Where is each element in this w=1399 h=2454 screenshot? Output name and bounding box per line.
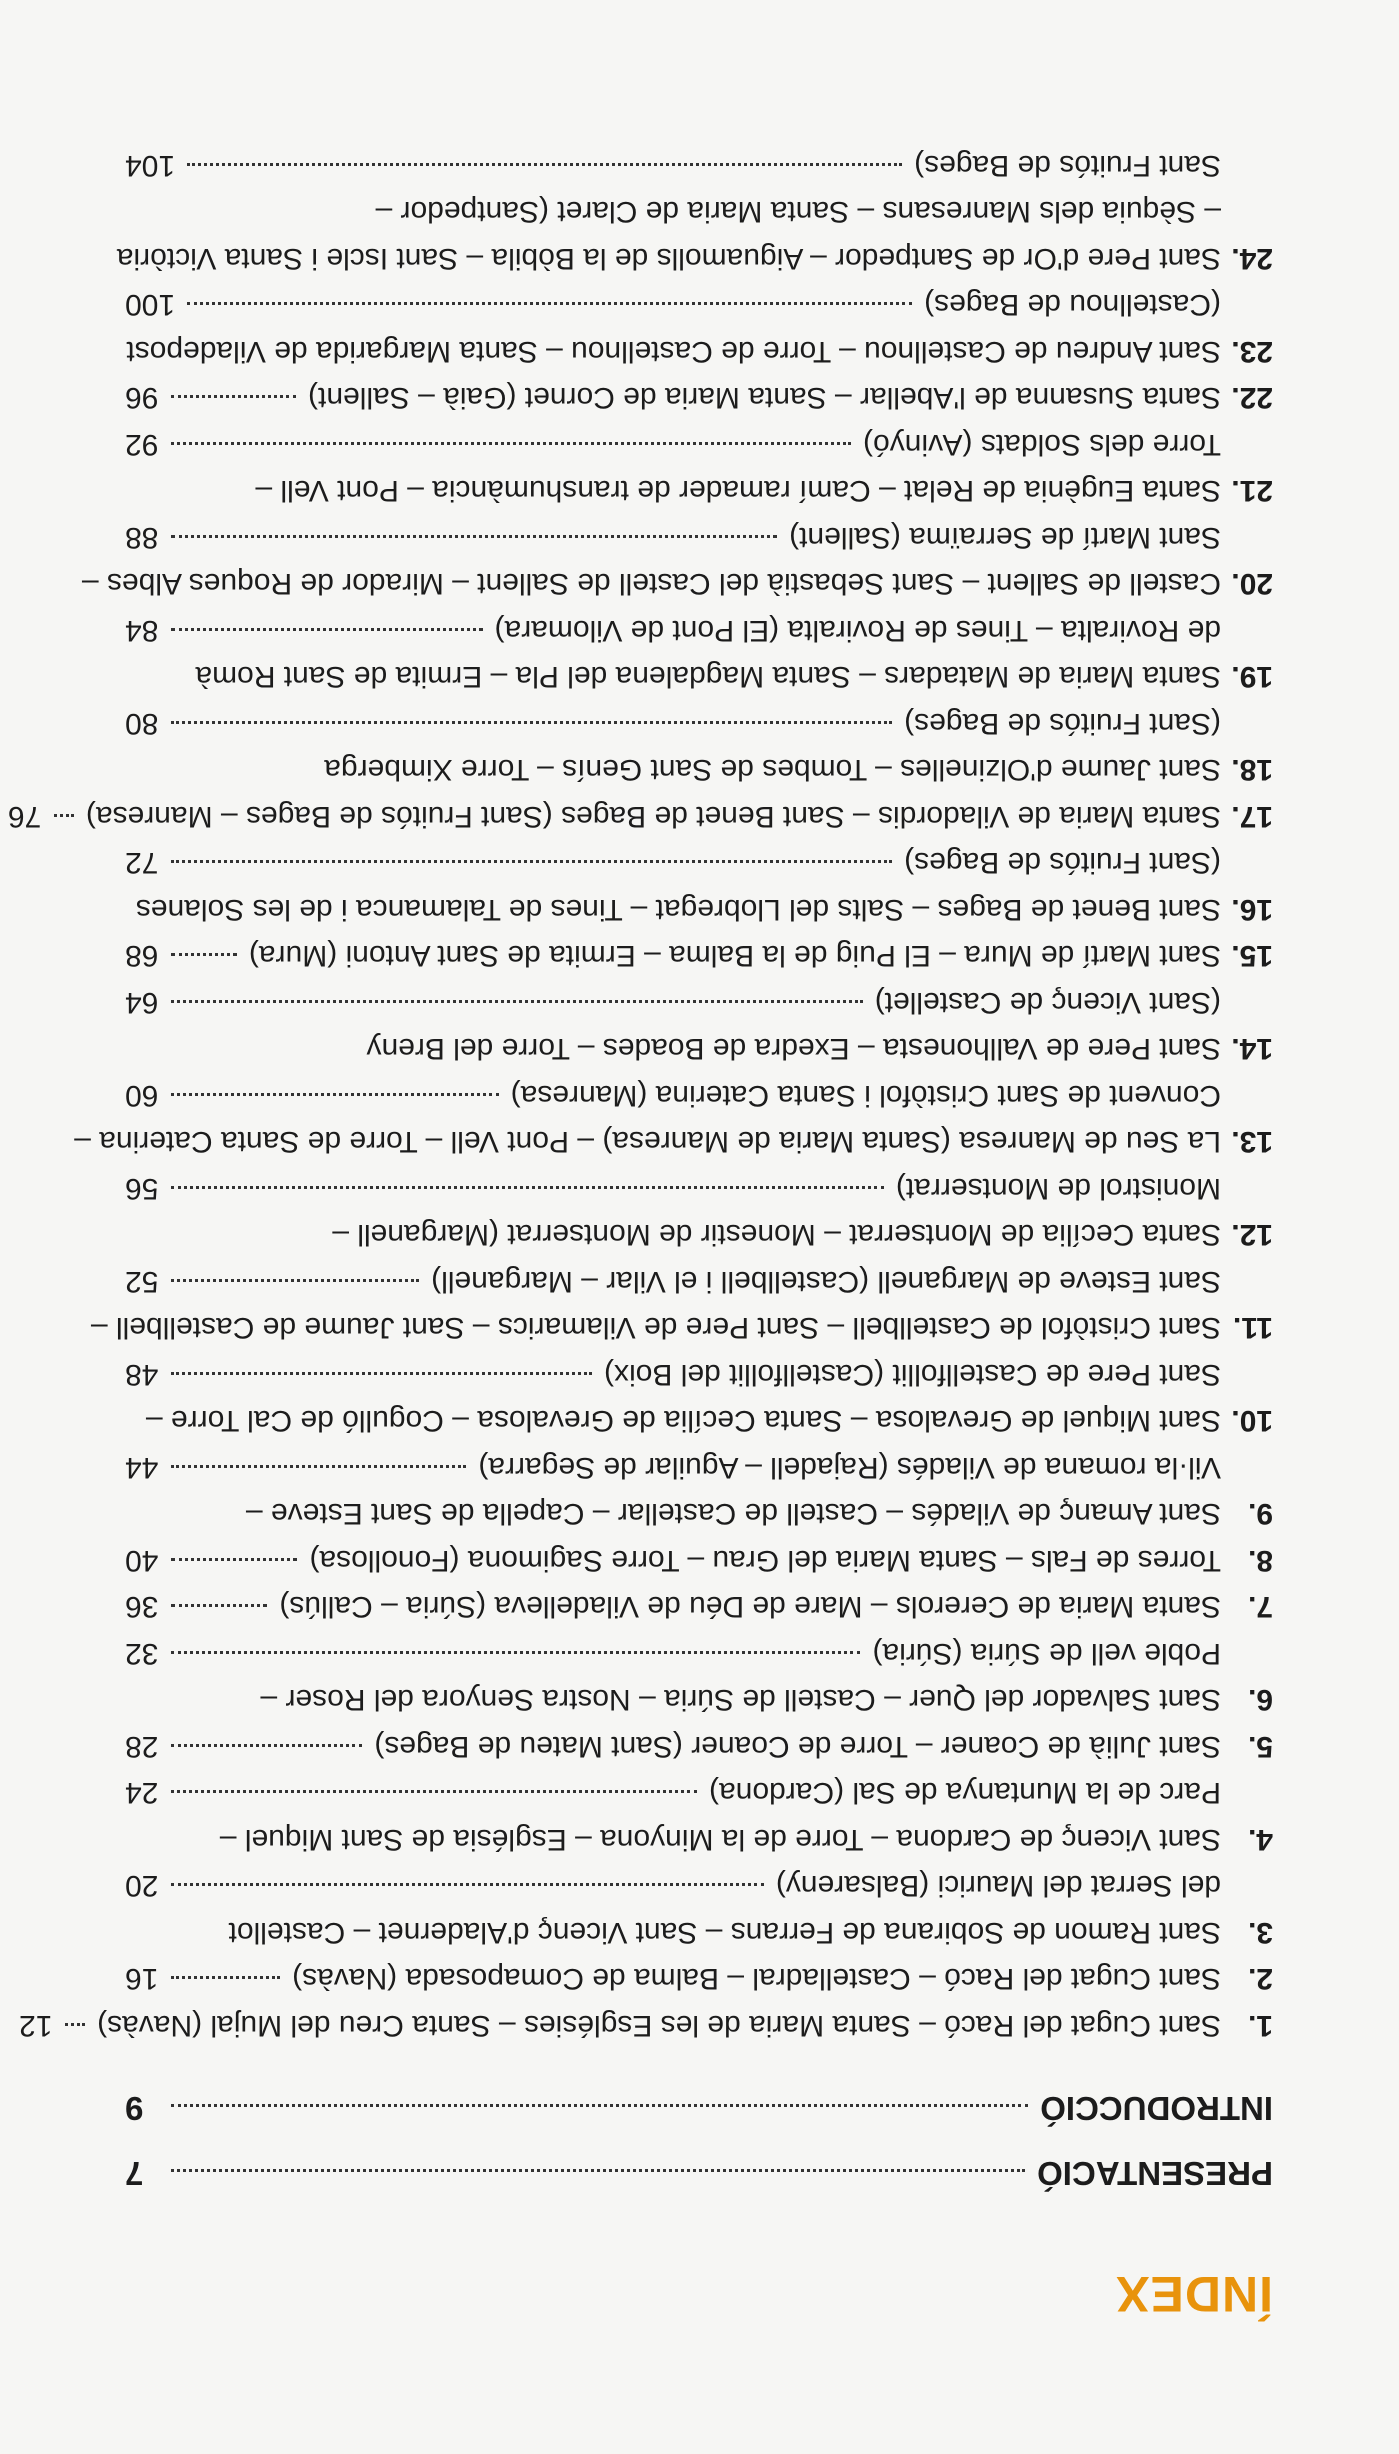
- page-number: 80: [125, 707, 159, 740]
- entry-number: 9.: [1247, 1497, 1273, 1531]
- dot-leader: [171, 2104, 1028, 2107]
- entry-number: 23.: [1231, 335, 1273, 368]
- dot-leader: [187, 163, 902, 166]
- dot-leader: [65, 2023, 85, 2026]
- entry-line: [125, 886, 1221, 933]
- entry-line: [125, 281, 1221, 328]
- toc-entry[interactable]: [116, 142, 1273, 282]
- toc-entry[interactable]: [125, 421, 1273, 514]
- toc-entry[interactable]: [125, 1723, 1273, 1770]
- entry-text: Sant Martí de Serraïma (Sallent): [789, 521, 1221, 554]
- entry-number: 24.: [1231, 242, 1273, 275]
- entry-body: [125, 1955, 1221, 2002]
- route-list: [7, 142, 1273, 2049]
- entry-number: 7.: [1247, 1590, 1273, 1624]
- dot-leader: [171, 442, 851, 445]
- page-number: 72: [125, 846, 159, 880]
- entry-body: [125, 1630, 1221, 1723]
- page-number: 16: [125, 1962, 159, 1996]
- entry-line: [125, 1955, 1221, 2002]
- entry-line: [125, 1397, 1221, 1444]
- entry-text: Sant Salvador del Quer – Castell de Súria – Nostra Senyora del Roser –: [260, 1683, 1221, 1717]
- entry-text: Sant Amanç de Viladés – Castell de Castellar – Capella de Sant Esteve –: [245, 1497, 1221, 1531]
- dot-leader: [171, 535, 777, 538]
- toc-entry[interactable]: [125, 932, 1273, 979]
- toc-entry[interactable]: [125, 1165, 1273, 1258]
- entry-text: (Sant Fruitós de Bages): [904, 707, 1221, 740]
- entry-line: [125, 746, 1221, 793]
- page-number: 76: [7, 800, 42, 833]
- entry-number: 8.: [1247, 1544, 1273, 1577]
- entry-text: Poble vell de Súria (Súria): [872, 1637, 1221, 1670]
- entry-text: Sant Jaume d'Olzinelles – Tombes de Sant Genís – Torre Ximberga: [324, 753, 1221, 787]
- toc-entry[interactable]: [90, 1258, 1273, 1351]
- entry-text: (Sant Vicenç de Castellet): [874, 986, 1221, 1019]
- page-number: 32: [125, 1637, 159, 1670]
- toc-entry[interactable]: [125, 1351, 1273, 1444]
- table-of-contents: [7, 142, 1273, 2322]
- dot-leader: [171, 861, 892, 864]
- dot-leader: [171, 1977, 280, 1980]
- page-number: 104: [125, 149, 176, 182]
- entry-line: [125, 514, 1221, 561]
- entry-text: Santa Eugènia de Relat – Camí ramader de transhumància – Pont Vell –: [255, 474, 1221, 508]
- toc-entry[interactable]: [19, 2002, 1273, 2049]
- entry-text: Sant Julià de Coaner – Torre de Coaner (Sant Mateu de Bages): [374, 1730, 1221, 1763]
- toc-entry[interactable]: [125, 1862, 1273, 1955]
- entry-text: Sant Fruitós de Bages): [914, 149, 1221, 182]
- entry-number: 14.: [1231, 1032, 1273, 1066]
- entry-number: 10.: [1231, 1404, 1273, 1438]
- page-number: 84: [125, 614, 159, 647]
- entry-text: Santa Cecília de Montserrat – Monestir de Montserrat (Marganell –: [332, 1218, 1221, 1252]
- entry-line: [125, 1258, 1221, 1305]
- entry-number: 11.: [1232, 1311, 1273, 1345]
- entry-text: Sant Cristòfol de Castellbell – Sant Pere de Vilamarics – Sant Jaume de Castellbell –: [90, 1311, 1221, 1345]
- dot-leader: [171, 954, 237, 957]
- entry-line: [125, 142, 1221, 189]
- dot-leader: [171, 1186, 884, 1189]
- entry-number: 17.: [1231, 800, 1273, 833]
- entry-number: 2.: [1247, 1962, 1273, 1996]
- entry-text: (Sant Fruitós de Bages): [904, 846, 1221, 880]
- entry-body: [125, 839, 1221, 932]
- entry-line: [125, 1211, 1221, 1258]
- entry-text: Convent de Sant Cristòfol i Santa Caterina (Manresa): [510, 1079, 1221, 1112]
- toc-entry[interactable]: [125, 374, 1273, 421]
- dot-leader: [171, 396, 296, 399]
- dot-leader: [171, 1884, 764, 1887]
- page-number: 44: [125, 1451, 159, 1484]
- entry-number: 4.: [1247, 1823, 1273, 1856]
- toc-entry[interactable]: [125, 1583, 1273, 1630]
- entry-text: (Castellnou de Bages): [924, 288, 1221, 322]
- entry-text: Sant Pere de Castellfollit (Castellfollit del Boix): [604, 1358, 1221, 1391]
- dot-leader: [171, 1605, 267, 1608]
- page-number: 12: [19, 2009, 53, 2042]
- entry-text: Sant Cugat del Racó – Santa Maria de les Esglésies – Santa Creu del Mujal (Navàs): [97, 2009, 1221, 2042]
- entry-number: 5.: [1247, 1730, 1273, 1763]
- dot-leader: [171, 1093, 499, 1096]
- entry-body: [125, 979, 1221, 1072]
- entry-body: [125, 1583, 1221, 1630]
- entry-line: [90, 1304, 1221, 1351]
- page-number: 68: [125, 939, 159, 973]
- dot-leader: [187, 303, 912, 306]
- entry-line: [125, 188, 1221, 235]
- entry-number: 19.: [1231, 660, 1273, 694]
- entry-body: [125, 374, 1221, 421]
- entry-line: [125, 1490, 1221, 1537]
- toc-entry[interactable]: [125, 281, 1273, 374]
- entry-line: [116, 235, 1221, 282]
- entry-body: [125, 1769, 1221, 1862]
- entry-number: 1.: [1247, 2009, 1273, 2042]
- toc-entry[interactable]: [7, 793, 1273, 840]
- dot-leader: [171, 1000, 863, 1003]
- entry-text: La Seu de Manresa (Santa Maria de Manresa) – Pont Vell – Torre de Santa Caterina –: [74, 1125, 1221, 1159]
- entry-body: [125, 281, 1221, 374]
- section-list: [125, 2084, 1273, 2197]
- entry-body: [74, 1072, 1221, 1165]
- entry-line: [125, 1351, 1221, 1398]
- toc-entry[interactable]: [125, 839, 1273, 932]
- entry-line: [125, 839, 1221, 886]
- entry-line: [125, 607, 1221, 654]
- entry-text: Sant Cugat del Racó – Castelladral – Balma de Comaposada (Navàs): [292, 1962, 1221, 1996]
- entry-line: [125, 1816, 1221, 1863]
- dot-leader: [171, 1651, 860, 1654]
- toc-entry[interactable]: [74, 1072, 1273, 1165]
- dot-leader: [171, 1372, 592, 1375]
- entry-line: [125, 1537, 1221, 1584]
- dot-leader: [171, 1465, 466, 1468]
- toc-entry[interactable]: [125, 1444, 1273, 1537]
- entry-line: [74, 1118, 1221, 1165]
- dot-leader: [171, 1558, 297, 1561]
- entry-number: 13.: [1231, 1125, 1273, 1159]
- entry-body: [125, 1444, 1221, 1537]
- page-number: 24: [125, 1776, 159, 1810]
- entry-line: [125, 421, 1221, 468]
- toc-entry[interactable]: [125, 1955, 1273, 2002]
- entry-text: Sant Martí de Mura – El Puig de la Balma – Ermita de Sant Antoni (Mura): [248, 939, 1221, 973]
- entry-text: Sant Pere d'Or de Santpedor – Aiguamolls de la Bòbila – Sant Iscle i Santa Victòria: [116, 242, 1221, 275]
- entry-body: [19, 2002, 1221, 2049]
- entry-body: [125, 1537, 1221, 1584]
- page-number: 36: [125, 1590, 159, 1624]
- entry-line: [125, 1909, 1221, 1956]
- entry-number: 22.: [1231, 381, 1273, 415]
- entry-line: [125, 700, 1221, 747]
- dot-leader: [171, 628, 483, 631]
- entry-line: [125, 1862, 1221, 1909]
- section-item[interactable]: [125, 2084, 1273, 2132]
- entry-line: [125, 979, 1221, 1026]
- entry-number: 6.: [1247, 1683, 1273, 1717]
- dot-leader: [171, 1279, 419, 1282]
- dot-leader: [171, 721, 892, 724]
- entry-body: [125, 700, 1221, 793]
- page-number: 92: [125, 428, 159, 461]
- entry-line: [125, 374, 1221, 421]
- entry-line: [125, 467, 1221, 514]
- page-number: 64: [125, 986, 159, 1019]
- entry-number: 15.: [1231, 939, 1273, 973]
- page-number: 9: [125, 2090, 144, 2127]
- entry-body: [90, 1258, 1221, 1351]
- page-number: 7: [125, 2155, 144, 2192]
- entry-text: del Serrat del Maurici (Balsareny): [775, 1869, 1221, 1903]
- entry-number: 3.: [1247, 1916, 1273, 1949]
- entry-text: Sant Esteve de Marganell (Castellbell i el Vilar – Marganell): [431, 1265, 1221, 1298]
- entry-number: 20.: [1231, 567, 1273, 601]
- entry-text: Santa Maria de Viladordis – Sant Benet de Bages (Sant Fruitós de Bages – Manresa): [85, 800, 1221, 833]
- section-label: PRESENTACIÓ: [1037, 2155, 1273, 2192]
- entry-text: Sant Andreu de Castellnou – Torre de Castellnou – Santa Margarida de Viladepost: [126, 335, 1221, 368]
- page-number: 100: [125, 288, 176, 322]
- entry-text: Monistrol de Montserrat): [895, 1172, 1221, 1205]
- entry-number: 16.: [1231, 893, 1273, 926]
- entry-line: [125, 1072, 1221, 1119]
- entry-body: [125, 1165, 1221, 1258]
- entry-text: Sant Ramon de Sobirana de Ferrans – Sant Vicenç d'Aladernet – Castellot: [228, 1916, 1221, 1949]
- page-number: 20: [125, 1869, 159, 1903]
- toc-entry[interactable]: [81, 514, 1273, 607]
- entry-body: [7, 793, 1221, 840]
- toc-entry[interactable]: [125, 979, 1273, 1072]
- entry-number: 21.: [1231, 474, 1273, 508]
- section-label: INTRODUCCIÓ: [1040, 2090, 1273, 2127]
- page-number: 48: [125, 1358, 159, 1391]
- entry-body: [125, 421, 1221, 514]
- entry-body: [125, 932, 1221, 979]
- entry-line: [7, 793, 1221, 840]
- entry-number: 12.: [1231, 1218, 1273, 1252]
- entry-line: [125, 653, 1221, 700]
- entry-text: Vil·la romana de Viladés (Rajadell – Aguilar de Segarra): [478, 1451, 1221, 1484]
- entry-text: Sant Benet de Bages – Salts del Llobregat – Tines de Talamanca i de les Solanes: [135, 893, 1221, 926]
- page-number: 28: [125, 1730, 159, 1763]
- entry-number: 18.: [1231, 753, 1273, 787]
- toc-entry[interactable]: [125, 607, 1273, 700]
- entry-text: Santa Susanna de l'Abellar – Santa Maria de Cornet (Gaià – Sallent): [308, 381, 1221, 415]
- toc-entry[interactable]: [125, 1537, 1273, 1584]
- entry-text: Santa Maria de Matadars – Santa Magdalena del Pla – Ermita de Sant Romà: [195, 660, 1221, 694]
- entry-text: Sant Miquel de Grevalosa – Santa Cecília de Grevalosa – Cogulló de Cal Torre –: [145, 1404, 1221, 1438]
- entry-line: [125, 1769, 1221, 1816]
- entry-line: [81, 560, 1221, 607]
- entry-body: [116, 142, 1221, 282]
- entry-line: [125, 1444, 1221, 1491]
- entry-text: Torre dels Soldats (Avinyó): [863, 428, 1221, 461]
- toc-entry[interactable]: [125, 1630, 1273, 1723]
- entry-line: [125, 1025, 1221, 1072]
- entry-text: Santa Maria de Cererols – Mare de Déu de Viladelleva (Súria – Callús): [279, 1590, 1221, 1624]
- entry-body: [125, 1723, 1221, 1770]
- entry-line: [125, 328, 1221, 375]
- entry-text: Torres de Fals – Santa Maria del Grau – Torre Sagimona (Fonollosa): [309, 1544, 1221, 1577]
- entry-text: – Sèquia dels Manresans – Santa Maria de Claret (Santpedor –: [375, 195, 1221, 229]
- entry-line: [125, 1583, 1221, 1630]
- page-number: 60: [125, 1079, 159, 1112]
- dot-leader: [171, 1791, 697, 1794]
- entry-body: [125, 607, 1221, 700]
- section-item[interactable]: [125, 2149, 1273, 2197]
- entry-line: [125, 932, 1221, 979]
- entry-text: de Roviralta – Tines de Roviralta (El Pont de Vilomara): [494, 614, 1221, 647]
- page-number: 52: [125, 1265, 159, 1298]
- entry-text: Castell de Sallent – Sant Sebastià del Castell de Sallent – Mirador de Roques Albes –: [81, 567, 1221, 601]
- entry-body: [125, 1351, 1221, 1444]
- entry-text: Parc de la Muntanya de Sal (Cardona): [709, 1776, 1221, 1810]
- entry-text: Sant Vicenç de Cardona – Torre de la Minyona – Església de Sant Miquel –: [219, 1823, 1221, 1856]
- entry-text: Sant Pere de Vallhonesta – Exedra de Boades – Torre del Breny: [366, 1032, 1221, 1066]
- page-number: 88: [125, 521, 159, 554]
- dot-leader: [171, 1744, 362, 1747]
- entry-line: [125, 1630, 1221, 1677]
- page-number: 56: [125, 1172, 159, 1205]
- dot-leader: [54, 814, 74, 817]
- entry-line: [125, 1165, 1221, 1212]
- entry-body: [81, 514, 1221, 607]
- entry-body: [125, 1862, 1221, 1955]
- dot-leader: [171, 2169, 1025, 2172]
- toc-entry[interactable]: [125, 700, 1273, 793]
- entry-line: [125, 1723, 1221, 1770]
- index-title: ÍNDEX: [1115, 2266, 1273, 2322]
- entry-line: [19, 2002, 1221, 2049]
- page-number: 40: [125, 1544, 159, 1577]
- entry-line: [125, 1676, 1221, 1723]
- toc-entry[interactable]: [125, 1769, 1273, 1862]
- page-number: 96: [125, 381, 159, 415]
